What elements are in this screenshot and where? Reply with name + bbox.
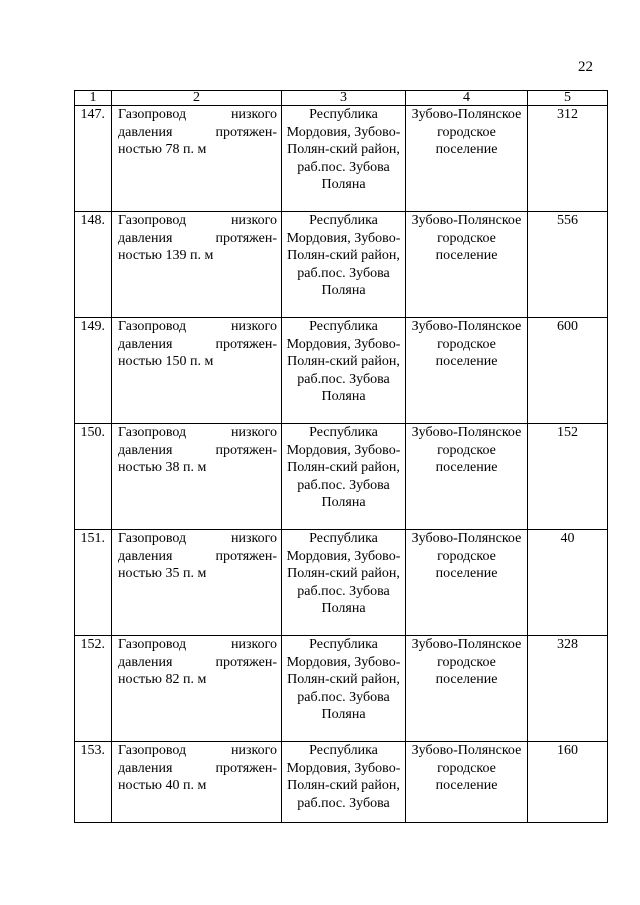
value-cell: 328 <box>528 636 608 742</box>
object-name: Газопровод низкого давления протяжен-ностью 35 п. м <box>112 530 282 636</box>
column-header-1: 1 <box>75 91 112 106</box>
object-name: Газопровод низкого давления протяжен-ностью 40 п. м <box>112 742 282 823</box>
object-location: Республика Мордовия, Зубово-Полян-ский район, раб.пос. Зубова Поляна <box>282 636 406 742</box>
table-row <box>75 318 608 424</box>
object-location: Республика Мордовия, Зубово-Полян-ский район, раб.пос. Зубова Поляна <box>282 530 406 636</box>
value-cell: 160 <box>528 742 608 823</box>
column-header-3: 3 <box>282 91 406 106</box>
settlement: Зубово-Полянское городское поселение <box>406 106 528 212</box>
table-row <box>75 106 608 212</box>
object-location: Республика Мордовия, Зубово-Полян-ский район, раб.пос. Зубова Поляна <box>282 318 406 424</box>
table-header-row <box>75 91 608 106</box>
page-number: 22 <box>578 59 593 75</box>
column-header-5: 5 <box>528 91 608 106</box>
table-row <box>75 636 608 742</box>
table-row <box>75 742 608 823</box>
table-row <box>75 530 608 636</box>
table-row <box>75 212 608 318</box>
object-name: Газопровод низкого давления протяжен-ностью 38 п. м <box>112 424 282 530</box>
settlement: Зубово-Полянское городское поселение <box>406 212 528 318</box>
settlement: Зубово-Полянское городское поселение <box>406 424 528 530</box>
object-name: Газопровод низкого давления протяжен-ностью 82 п. м <box>112 636 282 742</box>
value-cell: 556 <box>528 212 608 318</box>
row-number: 151. <box>75 530 112 636</box>
settlement: Зубово-Полянское городское поселение <box>406 636 528 742</box>
object-location: Республика Мордовия, Зубово-Полян-ский район, раб.пос. Зубова Поляна <box>282 424 406 530</box>
value-cell: 152 <box>528 424 608 530</box>
row-number: 148. <box>75 212 112 318</box>
table-row <box>75 424 608 530</box>
row-number: 150. <box>75 424 112 530</box>
object-name: Газопровод низкого давления протяжен-ностью 139 п. м <box>112 212 282 318</box>
settlement: Зубово-Полянское городское поселение <box>406 530 528 636</box>
value-cell: 600 <box>528 318 608 424</box>
object-location: Республика Мордовия, Зубово-Полян-ский район, раб.пос. Зубова <box>282 742 406 823</box>
object-location: Республика Мордовия, Зубово-Полян-ский район, раб.пос. Зубова Поляна <box>282 212 406 318</box>
object-location: Республика Мордовия, Зубово-Полян-ский район, раб.пос. Зубова Поляна <box>282 106 406 212</box>
object-name: Газопровод низкого давления протяжен-ностью 78 п. м <box>112 106 282 212</box>
row-number: 149. <box>75 318 112 424</box>
row-number: 147. <box>75 106 112 212</box>
objects-table <box>74 90 608 823</box>
settlement: Зубово-Полянское городское поселение <box>406 742 528 823</box>
value-cell: 40 <box>528 530 608 636</box>
row-number: 153. <box>75 742 112 823</box>
row-number: 152. <box>75 636 112 742</box>
column-header-2: 2 <box>112 91 282 106</box>
settlement: Зубово-Полянское городское поселение <box>406 318 528 424</box>
column-header-4: 4 <box>406 91 528 106</box>
object-name: Газопровод низкого давления протяжен-ностью 150 п. м <box>112 318 282 424</box>
value-cell: 312 <box>528 106 608 212</box>
